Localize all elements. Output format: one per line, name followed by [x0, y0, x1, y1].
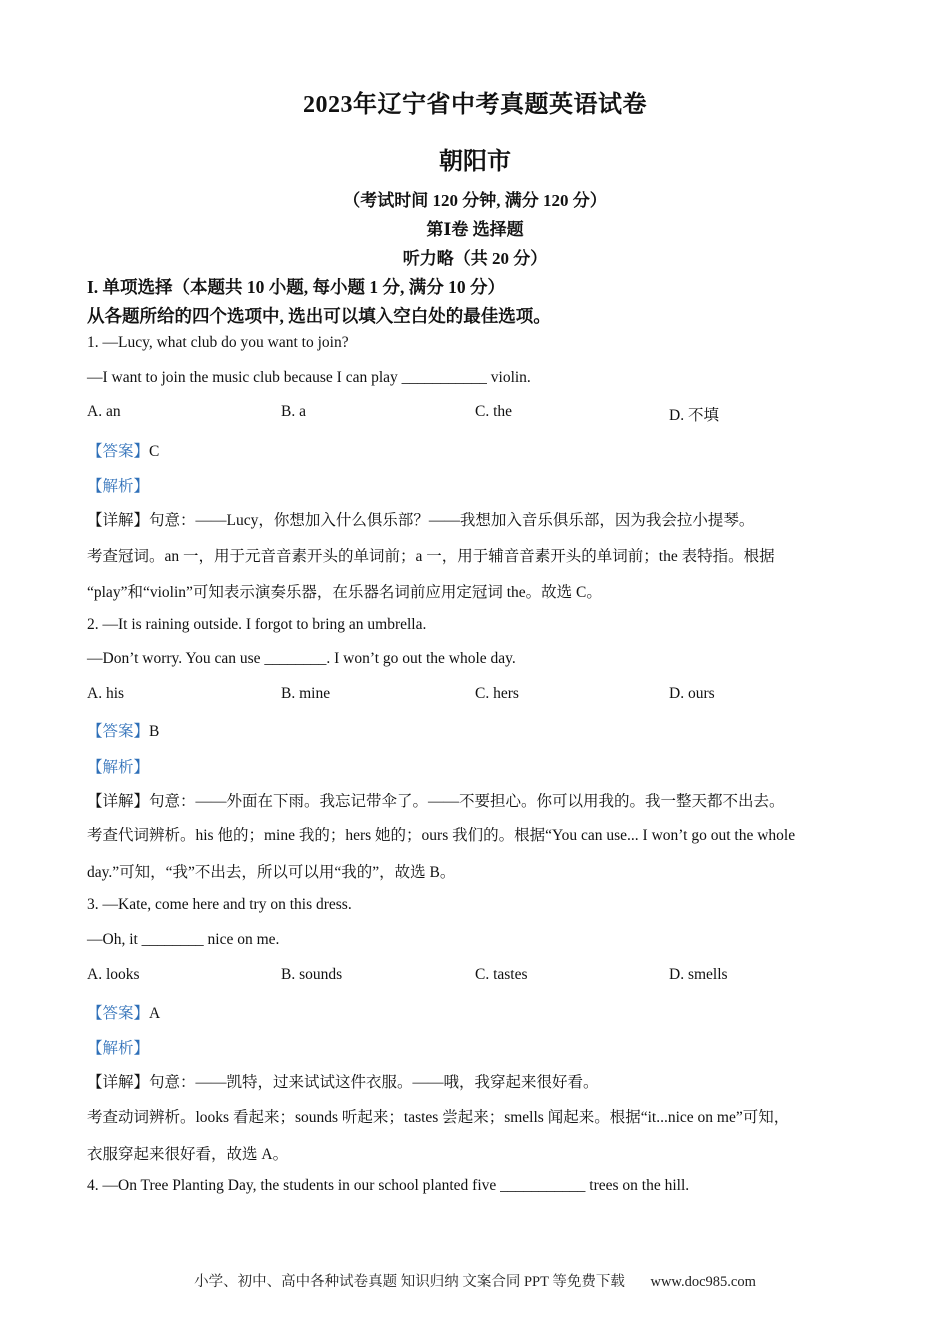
question-2-option-c: C. hers [475, 685, 519, 702]
footer-url[interactable]: www.doc985.com [650, 1274, 756, 1290]
question-1-option-b: B. a [281, 403, 306, 420]
question-1-option-c: C. the [475, 403, 513, 420]
question-3-analysis-label: 【解析】 [87, 1040, 150, 1057]
question-2-option-a: A. his [87, 685, 125, 702]
answer-value: A [149, 1005, 161, 1022]
section-instruction: 从各题所给的四个选项中, 选出可以填入空白处的最佳选项。 [87, 306, 551, 326]
question-2-line-2: —Don’t worry. You can use ________. I won’t go out the whole day. [87, 650, 516, 667]
detail-text: 句意：——外面在下雨。我忘记带伞了。——不要担心。你可以用我的。我一整天都不出去。 [149, 793, 785, 810]
question-1-line-1: 1. —Lucy, what club do you want to join? [87, 334, 349, 351]
answer-label: 【答案】 [87, 1005, 150, 1022]
question-3-option-a: A. looks [87, 966, 140, 983]
question-2-answer [87, 719, 867, 741]
detail-text: 句意：——Lucy，你想加入什么俱乐部？——我想加入音乐俱乐部，因为我会拉小提琴。 [149, 512, 755, 529]
exam-title: 2023年辽宁省中考真题英语试卷 [303, 92, 647, 118]
question-1-detail-1 [87, 508, 867, 530]
question-3-detail-1 [87, 1070, 867, 1092]
question-2-detail-3: day.”可知，“我”不出去，所以可以用“我的”，故选 B。 [87, 864, 456, 881]
page-footer [0, 1270, 950, 1291]
question-2-detail-1 [87, 789, 867, 811]
answer-label: 【答案】 [87, 723, 150, 740]
answer-value: C [149, 443, 160, 460]
question-2-option-b: B. mine [281, 685, 331, 702]
question-1-detail-3: “play”和“violin”可知表示演奏乐器，在乐器名词前应用定冠词 the。故选 C。 [87, 584, 602, 601]
question-3-line-1: 3. —Kate, come here and try on this dress. [87, 896, 352, 913]
question-1-option-d: D. 不填 [669, 407, 719, 424]
question-3-option-c: C. tastes [475, 966, 528, 983]
question-1-line-2: —I want to join the music club because I can play ___________ violin. [87, 369, 531, 386]
question-4-line-1: 4. —On Tree Planting Day, the students in our school planted five ___________ trees on the hill. [87, 1177, 690, 1194]
answer-value: B [149, 723, 160, 740]
footer-text: 小学、初中、高中各种试卷真题 知识归纳 文案合同 PPT 等免费下载 [194, 1274, 625, 1290]
question-1-option-a: A. an [87, 403, 121, 420]
question-1-answer [87, 439, 867, 461]
city-title: 朝阳市 [439, 149, 511, 175]
section-heading: I. 单项选择（本题共 10 小题, 每小题 1 分, 满分 10 分） [87, 277, 506, 297]
volume-title: 第Ⅰ卷 选择题 [426, 220, 524, 239]
question-3-option-d: D. smells [669, 966, 728, 983]
question-2-analysis-label: 【解析】 [87, 759, 150, 776]
detail-text: 句意：——凯特，过来试试这件衣服。——哦，我穿起来很好看。 [149, 1074, 599, 1091]
question-3-detail-3: 衣服穿起来很好看，故选 A。 [87, 1146, 289, 1163]
detail-label: 【详解】 [87, 512, 150, 529]
question-2-detail-2: 考查代词辨析。his 他的；mine 我的；hers 她的；ours 我们的。根据“You can use... I won’t go out the whole [87, 827, 796, 844]
exam-info: （考试时间 120 分钟, 满分 120 分） [343, 191, 607, 210]
question-3-answer [87, 1001, 867, 1023]
question-1-detail-2: 考查冠词。an 一，用于元音音素开头的单词前；a 一，用于辅音音素开头的单词前；the 表特指。根据 [87, 548, 775, 565]
detail-label: 【详解】 [87, 1074, 150, 1091]
answer-label: 【答案】 [87, 443, 150, 460]
question-3-line-2: —Oh, it ________ nice on me. [87, 931, 280, 948]
question-2-line-1: 2. —It is raining outside. I forgot to bring an umbrella. [87, 616, 427, 633]
listening-note: 听力略（共 20 分） [402, 249, 548, 268]
question-2-option-d: D. ours [669, 685, 715, 702]
detail-label: 【详解】 [87, 793, 150, 810]
question-3-detail-2: 考查动词辨析。looks 看起来；sounds 听起来；tastes 尝起来；smells 闻起来。根据“it...nice on me”可知， [87, 1109, 790, 1126]
question-3-option-b: B. sounds [281, 966, 343, 983]
question-1-analysis-label: 【解析】 [87, 478, 150, 495]
